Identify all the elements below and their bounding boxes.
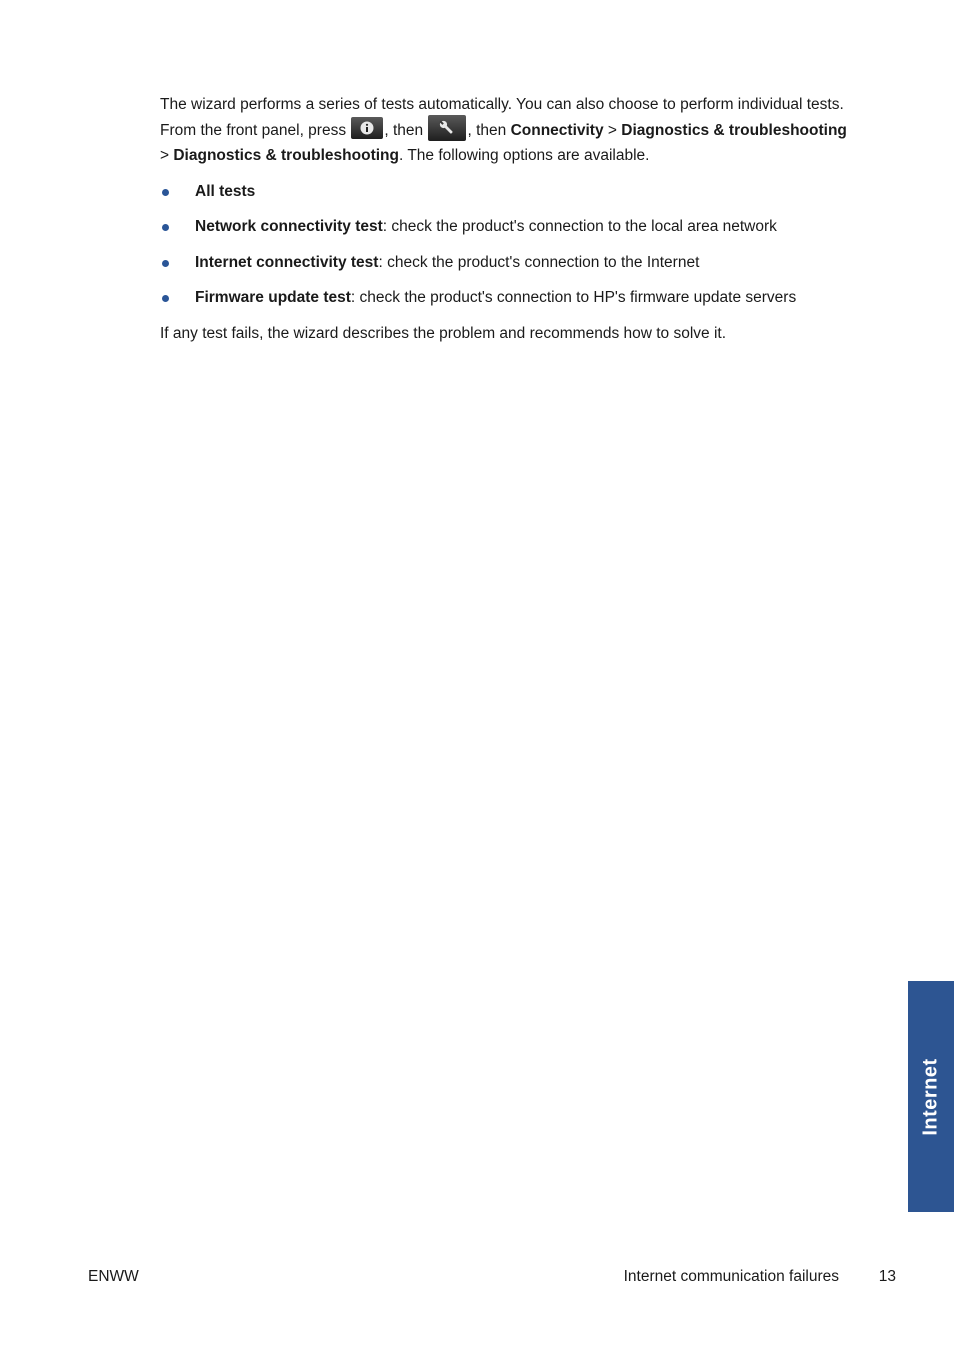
- list-item: Internet connectivity test: check the product's connection to the Internet: [160, 250, 900, 276]
- list-item: Firmware update test: check the product's connection to HP's firmware update servers: [160, 285, 900, 311]
- bullet-icon: [162, 260, 169, 267]
- page-number: 13: [878, 1268, 896, 1285]
- info-icon: [351, 117, 383, 139]
- main-content: [160, 92, 900, 346]
- menu-diagnostics-2: Diagnostics & troubleshooting: [173, 147, 399, 164]
- intro-paragraph: The wizard performs a series of tests automatically. You can also choose to perform individual tests. From the front panel, press , then , then Connectivity > Diagnostics & troubleshooting > Diagnostics & troubleshooting. The following options are available.: [160, 96, 847, 164]
- bullet-icon: [162, 295, 169, 302]
- menu-connectivity: Connectivity: [510, 121, 604, 139]
- footer-title: Internet communication failures: [623, 1268, 839, 1285]
- bullet-icon: [162, 189, 169, 196]
- menu-diagnostics-1: Diagnostics & troubleshooting: [621, 121, 847, 139]
- side-tab-label: Internet: [919, 1057, 942, 1136]
- list-item: All tests: [160, 179, 900, 205]
- closing-paragraph: If any test fails, the wizard describes the problem and recommends how to solve it.: [160, 324, 727, 342]
- bullet-icon: [162, 224, 169, 231]
- intro-line-1: The wizard performs a series of tests automatically. You can also choose to perform individual tests.: [160, 96, 844, 113]
- options-list: [160, 179, 900, 311]
- list-item: Network connectivity test: check the product's connection to the local area network: [160, 214, 900, 240]
- footer-left: ENWW: [88, 1268, 139, 1285]
- chapter-side-tab: [908, 981, 954, 1212]
- wrench-icon: [428, 115, 466, 141]
